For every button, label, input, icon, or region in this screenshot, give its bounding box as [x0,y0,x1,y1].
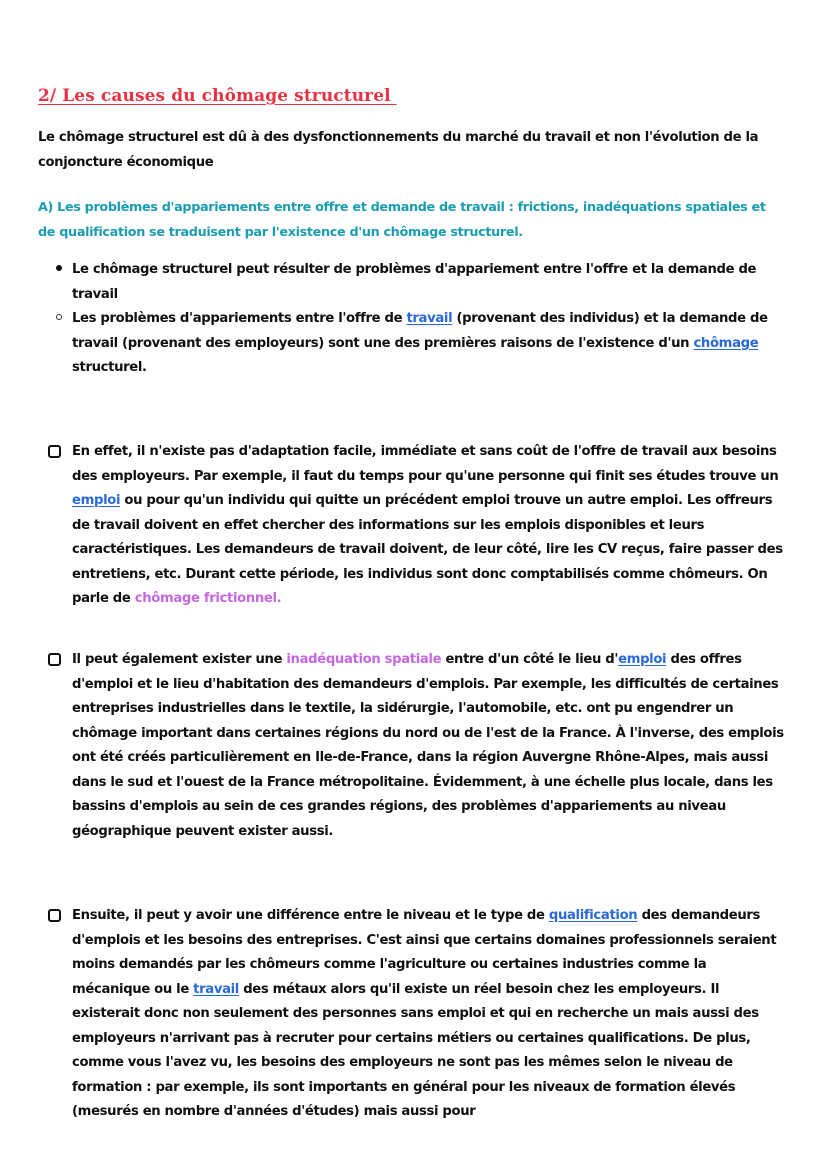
checkbox-icon[interactable] [48,653,61,666]
bullet-text-part: (provenant des individus) et la demande de travail (provenant des employeurs) sont une des premières raisons de l'existence d'un [72,311,768,351]
intro-paragraph: Le chômage structurel est dû à des dysfonctionnements du marché du travail et non l'évolution de la conjoncture économique [38,130,759,170]
bullet-text-part: structurel. [72,360,147,375]
checklist-text: entre d'un côté le lieu d' [441,652,619,667]
section-a-heading: A) Les problèmes d'appariements entre offre et demande de travail : frictions, inadéquations spatiales et de qualification se traduisent par l'existence d'un chômage structurel. [38,200,766,240]
highlight-chomage-frictionnel: chômage frictionnel. [134,591,282,606]
checklist-text: Il peut également exister une [72,652,287,667]
checklist-item-3 [44,904,786,1125]
bullet-text-part: Les problèmes d'appariements entre l'offre de [72,311,407,326]
checklist-text: En effet, il n'existe pas d'adaptation facile, immédiate et sans coût de l'offre de travail aux besoins des employeurs. Par exemple, il faut du temps pour qu'une personne qui finit ses études trouve un [72,444,779,484]
highlight-inadequation-spatiale: inadéquation spatiale [286,652,442,667]
link-travail[interactable]: travail [406,311,453,326]
bullet-item-2 [38,307,798,381]
link-chomage[interactable]: chômage [693,335,759,351]
link-qualification[interactable]: qualification [548,908,638,923]
checklist-text: des métaux alors qu'il existe un réel besoin chez les employeurs. Il existerait donc non seulement des personnes sans emploi et qui en recherche un mais aussi des employeurs n'arrivant pas à recruter pour certains métiers ou certaines qualifications. De plus, comme vous l'avez vu, les besoins des employeurs ne sont pas les mêmes selon le niveau de formation : par exemple, ils sont importants en général pour les niveaux de formation élevés (mesurés en nombre d'années d'études) mais aussi pour [72,981,759,1119]
section-title: 2/ Les causes du chômage structurel [38,86,397,106]
link-emploi[interactable]: emploi [72,493,121,508]
checklist-item-2 [44,648,786,844]
checklist-item-1 [44,440,786,612]
checklist-text: des offres d'emploi et le lieu d'habitation des demandeurs d'emplois. Par exemple, les difficultés de certaines entreprises industrielles dans le textile, la sidérurgie, l'automobile, etc. ont pu engendrer un chômage important dans certaines régions du nord ou de l'est de la France. À l'inverse, des emplois ont été créés particulièrement en Ile-de-France, dans la région Auvergne Rhône-Alpes, mais aussi dans le sud et l'ouest de la France métropolitaine. Évidemment, à une échelle plus locale, dans les bassins d'emplois au sein de ces grandes régions, des problèmes d'appariements au niveau géographique peuvent exister aussi. [72,652,784,839]
bullet-text: Le chômage structurel peut résulter de problèmes d'appariement entre l'offre et la demande de travail [72,262,757,302]
bullet-list [38,258,798,381]
checkbox-icon[interactable] [48,909,61,922]
filled-bullet-icon [52,258,66,283]
checklist-text: ou pour qu'un individu qui quitte un précédent emploi trouve un autre emploi. Les offreurs de travail doivent en effet chercher des informations sur les emplois disponibles et leurs caractéristiques. Les demandeurs de travail doivent, de leur côté, lire les CV reçus, faire passer des entretiens, etc. Durant cette période, les individus sont donc comptabilisés comme chômeurs. On parle de [72,493,783,606]
link-travail[interactable]: travail [193,981,239,997]
checkbox-icon[interactable] [48,445,61,458]
checklist-text: des demandeurs d'emplois et les besoins des entreprises. C'est ainsi que certains domaines professionnels seraient moins demandés par les chômeurs comme l'agriculture ou certaines industries comme la mécanique ou le [72,908,777,997]
bullet-item-1 [38,258,798,307]
hollow-bullet-icon [52,307,66,332]
link-emploi[interactable]: emploi [618,652,667,667]
checklist-text: Ensuite, il peut y avoir une différence entre le niveau et le type de [72,908,549,923]
